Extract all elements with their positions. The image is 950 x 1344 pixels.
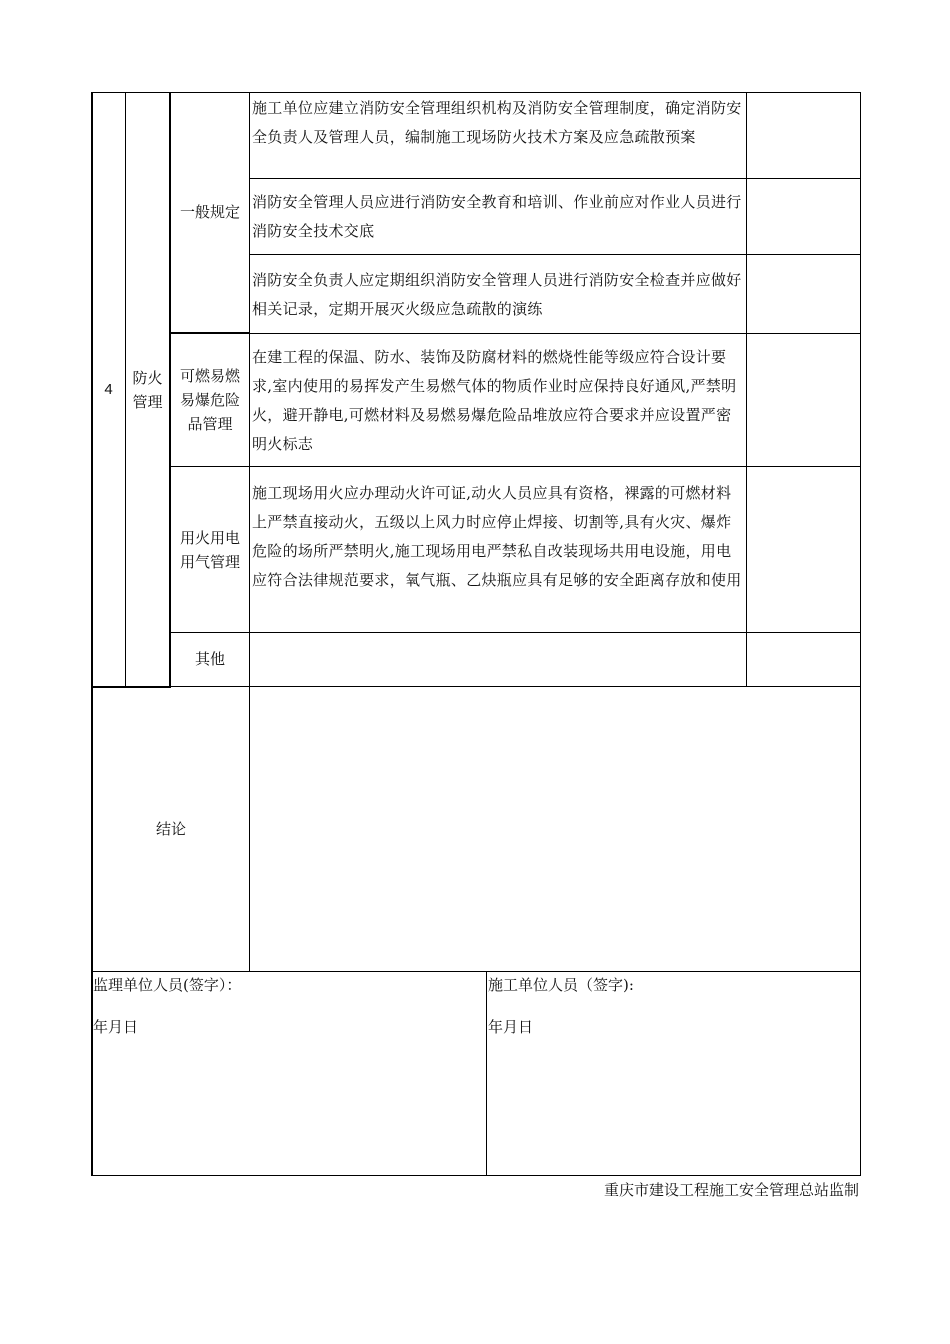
requirement-text: 消防安全负责人应定期组织消防安全管理人员进行消防安全检查并应做好相关记录，定期开展灭火级应急疏散的演练 xyxy=(252,271,742,318)
conclusion-label: 结论 xyxy=(155,819,186,838)
category-fire-electric-gas: 用火用电用气管理 xyxy=(179,528,240,571)
result-cell[interactable] xyxy=(747,633,860,686)
contractor-date: 年月日 xyxy=(488,1018,534,1036)
contractor-signature-label: 施工单位人员（签字): xyxy=(488,976,634,994)
category-other: 其他 xyxy=(194,650,225,668)
supervisor-date: 年月日 xyxy=(93,1018,139,1036)
result-cell[interactable] xyxy=(747,467,860,632)
contractor-signature[interactable] xyxy=(488,975,858,1175)
requirement-text: 施工单位应建立消防安全管理组织机构及消防安全管理制度，确定消防安全负责人及管理人员，编制施工现场防火技术方案及应急疏散预案 xyxy=(252,99,742,146)
category-general-rules: 一般规定 xyxy=(179,203,240,221)
supervisor-signature[interactable] xyxy=(93,975,485,1175)
requirement-text: 在建工程的保温、防水、装饰及防腐材料的燃烧性能等级应符合设计要求,室内使用的易挥发产生易燃气体的物质作业时应保持良好通风,严禁明火，避开静电,可燃材料及易燃易爆危险品堆放应符合要求并应设置严密明火标志 xyxy=(252,348,737,453)
requirement-text: 施工现场用火应办理动火许可证,动火人员应具有资格，裸露的可燃材料上严禁直接动火，五级以上风力时应停止焊接、切割等,具有火灾、爆炸危险的场所严禁明火,施工现场用电严禁私自改装现场共用电设施，用电应符合法律规范要求，氧气瓶、乙炔瓶应具有足够的安全距离存放和使用 xyxy=(252,484,742,589)
supervisor-signature-label: 监理单位人员(签字）： xyxy=(93,976,242,994)
conclusion-field[interactable] xyxy=(250,687,860,971)
footer-issuer: 重庆市建设工程施工安全管理总站监制 xyxy=(603,1181,859,1199)
requirement-text xyxy=(250,633,746,686)
requirement-text: 消防安全管理人员应进行消防安全教育和培训、作业前应对作业人员进行消防安全技术交底 xyxy=(252,193,742,240)
section-number: 4 xyxy=(104,381,113,398)
section-name: 防火 管理 xyxy=(132,368,163,411)
category-flammable-goods: 可燃易燃易爆危险品管理 xyxy=(179,367,240,433)
result-cell[interactable] xyxy=(747,179,860,254)
result-cell[interactable] xyxy=(747,255,860,333)
result-cell[interactable] xyxy=(747,93,860,178)
result-cell[interactable] xyxy=(747,334,860,466)
